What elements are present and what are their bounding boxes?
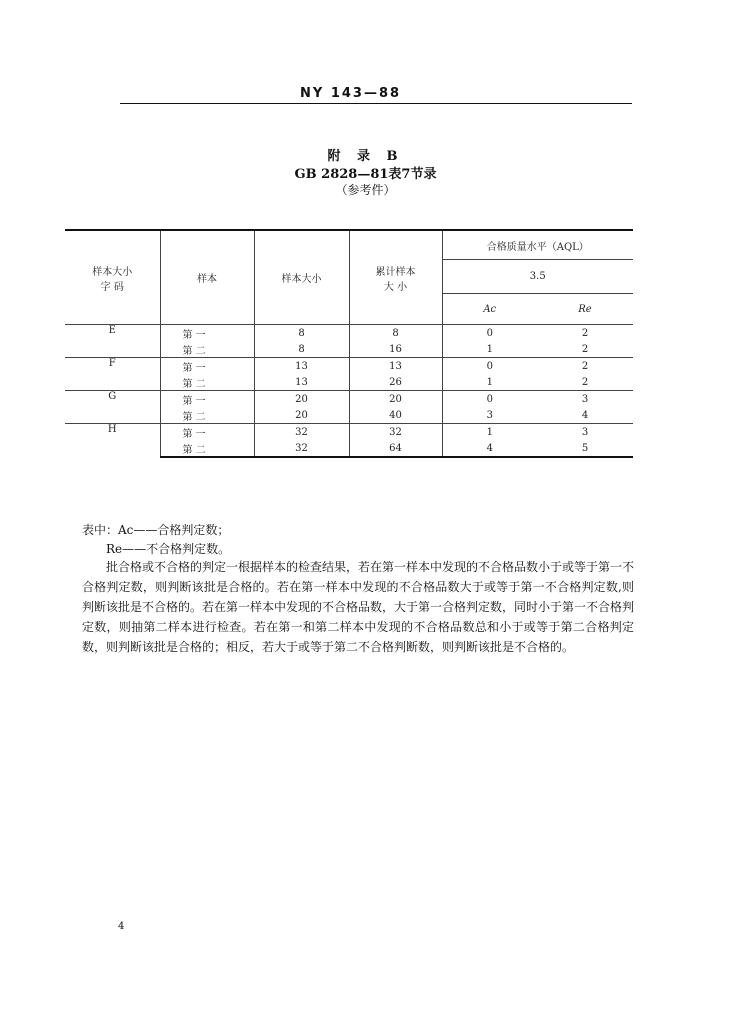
header-cumulative-size: 累计样本 大 小 [349, 230, 442, 325]
cumulative-size: 8 [349, 325, 442, 342]
ac-value: 0 [442, 325, 537, 342]
appendix-note: （参考件） [335, 183, 396, 197]
sample-size: 13 [254, 374, 349, 391]
cumulative-size: 32 [349, 424, 442, 441]
code-letter: G [65, 391, 160, 424]
table-notes [82, 521, 642, 559]
header-aql-value: 3.5 [442, 260, 633, 294]
sample-size: 8 [254, 341, 349, 358]
sample-label: 第 二 [160, 407, 254, 424]
cumulative-size: 16 [349, 341, 442, 358]
sample-label: 第 一 [160, 358, 254, 375]
sample-label: 第 二 [160, 341, 254, 358]
sampling-table [65, 229, 633, 458]
cumulative-size: 40 [349, 407, 442, 424]
re-value: 2 [537, 358, 633, 375]
header-code-letter: 样本大小 字 码 [65, 230, 160, 325]
sample-size: 32 [254, 424, 349, 441]
ac-value: 1 [442, 374, 537, 391]
cumulative-size: 13 [349, 358, 442, 375]
appendix-title: 附 录 B [327, 149, 404, 164]
judgement-paragraph: 批合格或不合格的判定一根据样本的检查结果，若在第一样本中发现的不合格品数小于或等于第一不合格判定数，则判断该批是合格的。若在第一样本中发现的不合格品数大于或等于第一不合格判定数,则判断该批是不合格的。若在第一样本中发现的不合格品数，大于第一合格判定数，同时小于第一不合格判定数，则抽第二样本进行检查。若在第一和第二样本中发现的不合格品数总和小于或等于第二合格判定数，则判断该批是合格的；相反，若大于或等于第二不合格判断数，则判断该批是不合格的。 [82, 560, 635, 654]
header-ac: Ac [442, 294, 537, 325]
header-re: Re [537, 294, 633, 325]
sample-label: 第 二 [160, 440, 254, 457]
sample-label: 第 一 [160, 325, 254, 342]
code-letter: E [65, 325, 160, 358]
header-sample-size: 样本大小 [254, 230, 349, 325]
re-value: 2 [537, 325, 633, 342]
appendix-subtitle: GB 2828—81表7节录 [294, 167, 437, 182]
sample-label: 第 二 [160, 374, 254, 391]
ac-value: 1 [442, 424, 537, 441]
cumulative-size: 64 [349, 440, 442, 457]
re-value: 3 [537, 391, 633, 408]
document-code: NY 143—88 [300, 86, 402, 101]
ac-value: 1 [442, 341, 537, 358]
sample-label: 第 一 [160, 424, 254, 441]
sample-size: 13 [254, 358, 349, 375]
ac-value: 3 [442, 407, 537, 424]
re-value: 2 [581, 343, 589, 355]
header-aql: 合格质量水平（AQL） [442, 230, 633, 260]
ac-value: 0 [442, 358, 537, 375]
sample-size: 20 [254, 407, 349, 424]
page-number: 4 [118, 921, 125, 932]
re-value: 5 [537, 440, 633, 457]
sample-size: 8 [254, 325, 349, 342]
re-value: 4 [581, 409, 589, 421]
note-re: Re——不合格判定数。 [106, 542, 231, 556]
sample-size: 32 [254, 440, 349, 457]
ac-value: 0 [442, 391, 537, 408]
header-rule [120, 103, 632, 104]
note-ac: 表中：Ac——合格判定数； [82, 523, 230, 537]
re-value: 2 [581, 376, 589, 388]
header-sample: 样本 [160, 230, 254, 325]
code-letter: F [65, 358, 160, 391]
sample-size: 20 [254, 391, 349, 408]
cumulative-size: 26 [349, 374, 442, 391]
code-letter: H [65, 424, 160, 458]
re-value: 3 [537, 424, 633, 441]
sample-label: 第 一 [160, 391, 254, 408]
ac-value: 4 [442, 440, 537, 457]
cumulative-size: 20 [349, 391, 442, 408]
